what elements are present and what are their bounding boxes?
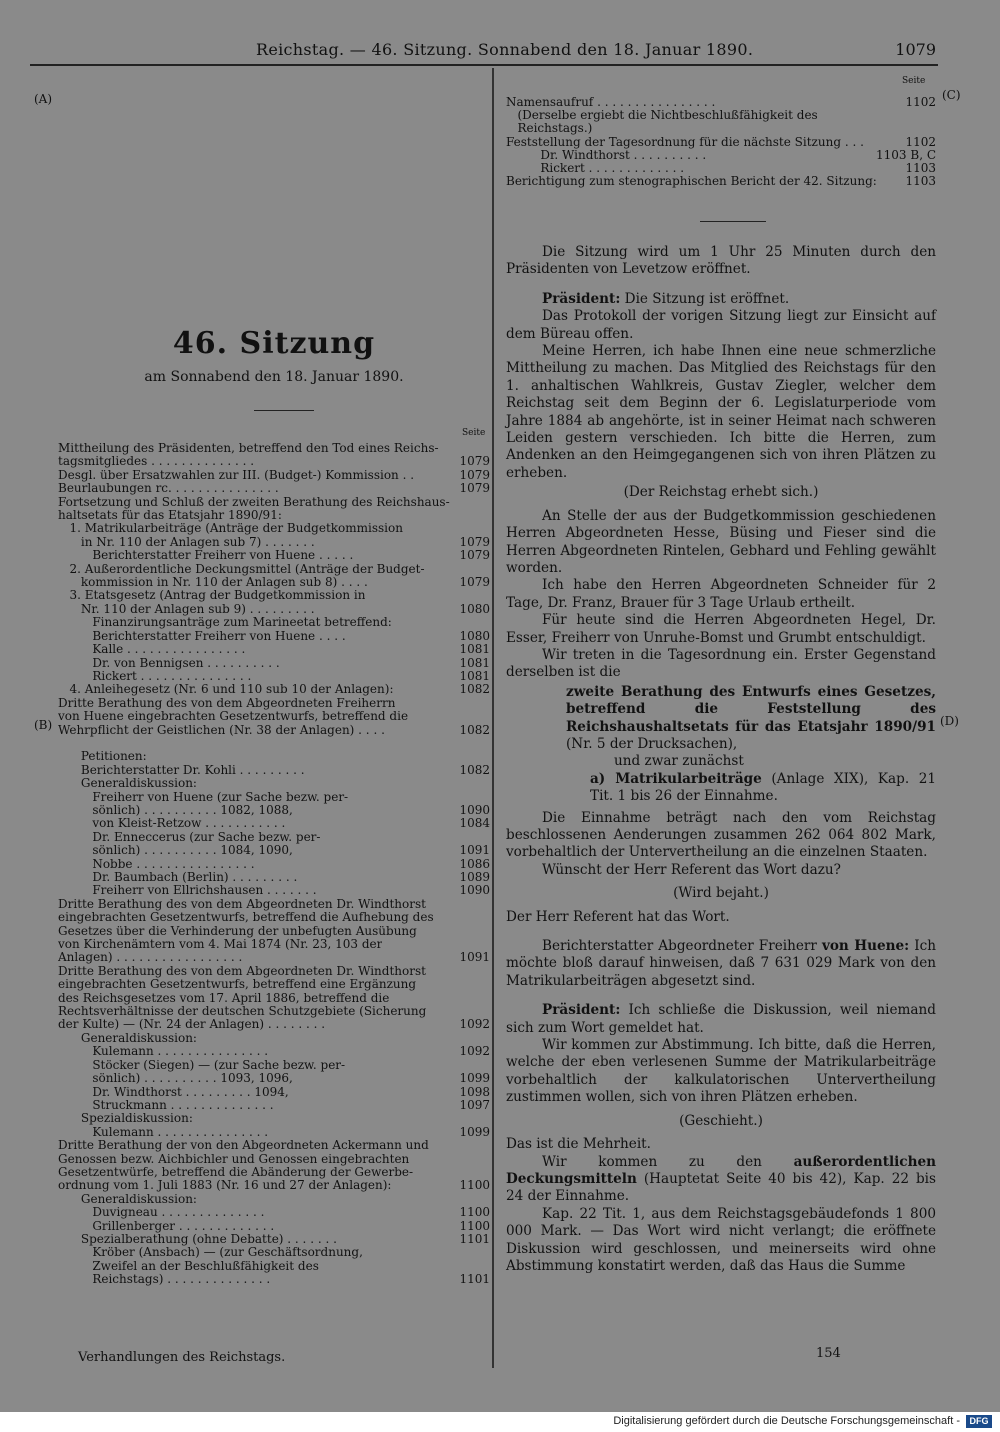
toc-entry-page [486, 1005, 490, 1018]
toc-entry-page: 1100 [459, 1218, 490, 1233]
toc-entry-page: 1091 [459, 950, 490, 965]
toc-entry-title: Generaldiskussion: [58, 777, 197, 791]
toc-entry-page: 1092 [459, 1044, 490, 1059]
toc-entry [58, 1059, 490, 1072]
question-paragraph: Wünscht der Herr Referent das Wort dazu? [542, 861, 841, 878]
toc-entry [58, 925, 490, 938]
toc-entry-page: 1082 [459, 682, 490, 697]
digitization-credit: Digitalisierung gefördert durch die Deutsche Forschungsgemeinschaft - [613, 1415, 960, 1427]
toc-entry-page: 1097 [459, 1097, 490, 1112]
kap22-paragraph: Kap. 22 Tit. 1, aus dem Reichstagsgebäudefonds 1 800 000 Mark. — Das Wort wird nicht verlangt; die eröffnete Diskussion wird geschlossen, und meinerseits wird ohne Abstimmung konstatirt werden, daß das Haus die Summe [506, 1205, 936, 1274]
toc-entry [58, 1193, 490, 1206]
toc-entry [58, 589, 490, 602]
toc-entry [58, 536, 490, 549]
toc-entry [58, 951, 490, 964]
toc-entry-page [486, 697, 490, 710]
toc-entry-page [486, 750, 490, 763]
page-number: 1079 [895, 40, 936, 59]
toc-entry [58, 603, 490, 616]
session-heading: 46. Sitzung [172, 326, 376, 361]
toc-entry-page: 1102 [905, 134, 936, 149]
toc-entry [58, 549, 490, 562]
toc-entry-title: Rechtsverhältnisse der deutschen Schutzgebiete (Sicherung [58, 1005, 427, 1019]
toc-entry [58, 630, 490, 643]
toc-entry [58, 576, 490, 589]
toc-entry [58, 777, 490, 790]
toc-entry [58, 791, 490, 804]
toc-entry [58, 1018, 490, 1031]
toc-entry-title: (Derselbe ergiebt die Nichtbeschlußfähigkeit des [506, 109, 818, 123]
toc-entry-title: von Kleist-Retzow . . . . . . . . . . . [58, 817, 286, 831]
toc-entry-page [486, 442, 490, 455]
toc-entry-page [486, 965, 490, 978]
toc-entry-title: Generaldiskussion: [58, 1192, 197, 1206]
toc-entry-title: Genossen bezw. Aichbichler und Genossen eingebrachten [58, 1152, 410, 1166]
toc-entry [58, 724, 490, 737]
toc-entry-title: sönlich) . . . . . . . . . . 1082, 1088, [58, 803, 293, 817]
toc-entry-title: Dr. Enneccerus (zur Sache bezw. per- [58, 830, 321, 844]
toc-entry-page [486, 978, 490, 991]
toc-entry-title: Dr. Windthorst . . . . . . . . . 1094, [58, 1085, 289, 1099]
income-paragraph: Die Einnahme beträgt nach den vom Reichstag beschlossenen Aenderungen zusammen 262 064 802 Mark, vorbehaltlich der Untervertheilung an die einzelnen Staaten. [506, 809, 936, 861]
toc-entry-page: 1079 [459, 575, 490, 590]
toc-entry [58, 938, 490, 951]
toc-entry [58, 482, 490, 495]
toc-entry-title: Berichterstatter Freiherr von Huene . . . . . [58, 549, 354, 563]
toc-entry-page [486, 1032, 490, 1045]
commission-paragraph: An Stelle der aus der Budgetkommission geschiedenen Herren Abgeordneten Hesse, Büsing und Fieser sind die Herren Abgeordneten Rintelen, Gebhard und Fehling gewählt worden. [506, 507, 936, 576]
toc-entry-page [486, 1139, 490, 1152]
toc-entry [58, 844, 490, 857]
toc-entry-page [486, 938, 490, 951]
toc-entry [58, 1112, 490, 1125]
toc-entry [58, 1153, 490, 1166]
toc-entry [58, 1179, 490, 1192]
toc-entry-title: 2. Außerordentliche Deckungsmittel (Anträge der Budget- [58, 562, 425, 576]
toc-entry-page: 1079 [459, 534, 490, 549]
toc-entry-title: Gesetzes über die Verhinderung der unbefugten Ausübung [58, 924, 417, 938]
toc-entry [58, 469, 490, 482]
toc-entry [506, 96, 936, 109]
toc-entry-title: Duvigneau . . . . . . . . . . . . . . [58, 1206, 265, 1220]
toc-entry-title: Wehrpflicht der Geistlichen (Nr. 38 der Anlagen) . . . . [58, 723, 385, 737]
toc-entry [58, 1045, 490, 1058]
obituary-paragraph: Meine Herren, ich habe Ihnen eine neue schmerzliche Mittheilung zu machen. Das Mitglied des Reichstags für den 1. anhaltischen Wahlkreis, Gustav Ziegler, welcher dem Reichstag seit dem Beginn der 6. Legislaturperiode vom Jahre 1884 ab angehörte, ist in seiner Heimat nach schweren Leiden gestern verschieden. Ich bitte die Herren, zum Andenken an den Heimgegangenen sich von ihren Plätzen zu erheben. [506, 343, 936, 481]
toc-entry-page [486, 777, 490, 790]
toc-entry-page [486, 737, 490, 750]
toc-entry [58, 657, 490, 670]
toc-entry-title: Feststellung der Tagesordnung für die nächste Sitzung . . . [506, 135, 864, 149]
stage-direction-3: (Geschieht.) [679, 1112, 763, 1129]
digitization-banner [0, 1412, 1000, 1432]
toc-entry [58, 1246, 490, 1259]
deckung-lead: Wir kommen zu den [542, 1153, 762, 1170]
toc-entry [58, 750, 490, 763]
toc-entry-page: 1090 [459, 883, 490, 898]
toc-entry-page: 1079 [459, 548, 490, 563]
toc-entry-title: Mittheilung des Präsidenten, betreffend den Tod eines Reichs- [58, 442, 439, 455]
toc-entry-title: Petitionen: [58, 750, 147, 764]
toc-entry-page: 1081 [459, 668, 490, 683]
toc-entry [58, 871, 490, 884]
margin-mark-c: (C) [942, 88, 961, 102]
toc-entry-title: von Kirchenämtern vom 4. Mai 1874 (Nr. 23, 103 der [58, 938, 383, 952]
toc-entry [58, 1099, 490, 1112]
toc-entry-page [486, 791, 490, 804]
toc-entry-title: Rickert . . . . . . . . . . . . . . . [58, 669, 252, 683]
toc-entry-page [486, 1166, 490, 1179]
deckung-title: außerordentlichen Deckungsmitteln [506, 1153, 936, 1187]
speaker-intro: Berichterstatter Abgeordneter Freiherr [542, 938, 817, 955]
toc-entry-title: Finanzirungsanträge zum Marineetat betreffend: [58, 616, 392, 630]
toc-entry-title: Dritte Berathung des von dem Abgeordneten Freiherrn [58, 696, 396, 710]
deckungsmittel-paragraph [506, 1154, 936, 1206]
signature-number: 154 [816, 1346, 841, 1361]
toc-entry-page [486, 911, 490, 924]
toc-entry [506, 162, 936, 175]
toc-entry-title: Nr. 110 der Anlagen sub 9) . . . . . . . . . [58, 602, 315, 616]
toc-entry [58, 509, 490, 522]
toc-entry-title: tagsmitgliedes . . . . . . . . . . . . . . [58, 455, 255, 469]
toc-entry-page [486, 496, 490, 509]
toc-entry [58, 1260, 490, 1273]
toc-entry-title: Beurlaubungen rc. . . . . . . . . . . . . . . [58, 482, 279, 496]
toc-entry [58, 978, 490, 991]
toc-entry-page [486, 1246, 490, 1259]
agenda-zunaechst: und zwar zunächst [614, 753, 744, 770]
toc-entry [58, 898, 490, 911]
toc-entry-title: Fortsetzung und Schluß der zweiten Berathung des Reichshaus- [58, 495, 450, 509]
speaker-name: Präsident: [542, 290, 621, 307]
toc-entry-page [486, 589, 490, 602]
toc-entry-title: Kalle . . . . . . . . . . . . . . . . [58, 643, 246, 657]
toc-entry-title: der Kulte) — (Nr. 24 der Anlagen) . . . . . . . . [58, 1018, 326, 1032]
toc-entry [58, 1005, 490, 1018]
toc-entry-title: Berichtigung zum stenographischen Bericht der 42. Sitzung: [506, 175, 877, 189]
toc-entry-title: Dr. Baumbach (Berlin) . . . . . . . . . [58, 871, 298, 884]
toc-entry [506, 122, 936, 135]
toc-entry-page: 1101 [459, 1272, 490, 1287]
agenda-ref: (Nr. 5 der Drucksachen), [566, 735, 738, 752]
toc-entry-title: Spezialberathung (ohne Debatte) . . . . . . . [58, 1232, 337, 1246]
toc-entry-title [58, 737, 62, 750]
toc-entry [58, 1032, 490, 1045]
toc-entry-title: 4. Anleihegesetz (Nr. 6 und 110 sub 10 der Anlagen): [58, 683, 394, 697]
toc-entry-title: Namensaufruf . . . . . . . . . . . . . . . . [506, 96, 716, 109]
toc-left-page-label: Seite [462, 428, 486, 438]
president-closes [506, 1002, 936, 1037]
leave-paragraph: Ich habe den Herren Abgeordneten Schneider für 2 Tage, Dr. Franz, Brauer für 3 Tage Urlaub ertheilt. [506, 577, 936, 611]
toc-entry-title: Reichstags.) [506, 122, 593, 136]
toc-entry [58, 1072, 490, 1085]
margin-mark-a: (A) [34, 92, 53, 106]
toc-entry-page: 1090 [459, 802, 490, 817]
toc-entry [58, 1139, 490, 1152]
agenda-item [506, 684, 936, 754]
toc-left [58, 442, 490, 1287]
toc-entry-title: Kulemann . . . . . . . . . . . . . . . [58, 1045, 269, 1059]
toc-entry [58, 496, 490, 509]
toc-entry [506, 149, 936, 162]
agenda-subitem-title: a) Matrikularbeiträge [590, 770, 762, 787]
toc-entry-page [486, 992, 490, 1005]
toc-entry [58, 1273, 490, 1286]
toc-entry [58, 992, 490, 1005]
toc-entry-title: 3. Etatsgesetz (Antrag der Budgetkommission in [58, 589, 366, 603]
toc-entry-title: von Huene eingebrachten Gesetzentwurfs, betreffend die [58, 710, 409, 724]
toc-entry-title: eingebrachten Gesetzentwurfs, betreffend die Aufhebung des [58, 911, 434, 925]
toc-entry-title: eingebrachten Gesetzentwurfs, betreffend eine Ergänzung [58, 978, 417, 992]
toc-entry [58, 804, 490, 817]
toc-entry-title: in Nr. 110 der Anlagen sub 7) . . . . . . . [58, 535, 315, 549]
toc-entry [58, 1206, 490, 1219]
toc-entry-page [486, 563, 490, 576]
toc-entry-page: 1099 [459, 1071, 490, 1086]
toc-entry [58, 1233, 490, 1246]
toc-entry [58, 965, 490, 978]
toc-entry-title: ordnung vom 1. Juli 1883 (Nr. 16 und 27 der Anlagen): [58, 1179, 392, 1193]
toc-entry-title: 1. Matrikularbeiträge (Anträge der Budgetkommission [58, 522, 403, 536]
column-divider [492, 68, 494, 1368]
toc-entry-page [486, 522, 490, 535]
toc-entry [58, 455, 490, 468]
toc-entry [58, 1126, 490, 1139]
toc-entry [58, 884, 490, 897]
toc-entry-title: kommission in Nr. 110 der Anlagen sub 8) . . . . [58, 576, 368, 590]
toc-entry [58, 522, 490, 535]
toc-entry-page [486, 1153, 490, 1166]
toc-entry-title: Freiherr von Ellrichshausen . . . . . . . [58, 884, 317, 898]
stage-direction: (Der Reichstag erhebt sich.) [623, 484, 819, 501]
toc-entry [58, 442, 490, 455]
toc-entry [506, 136, 936, 149]
toc-entry-page [486, 831, 490, 844]
toc-entry-title: Grillenberger . . . . . . . . . . . . . [58, 1219, 275, 1233]
toc-entry-title: Reichstags) . . . . . . . . . . . . . . [58, 1273, 271, 1287]
header-rule [30, 64, 938, 66]
toc-entry-page [486, 616, 490, 629]
huene-speech [506, 938, 936, 990]
toc-entry-page: 1080 [459, 628, 490, 643]
toc-entry [58, 737, 490, 750]
toc-entry [58, 817, 490, 830]
toc-entry [58, 683, 490, 696]
toc-entry-title: Zweifel an der Beschlußfähigkeit des [58, 1259, 319, 1273]
toc-entry-page: 1089 [459, 870, 490, 884]
footer-source: Verhandlungen des Reichstags. [78, 1350, 286, 1365]
session-date: am Sonnabend den 18. Januar 1890. [144, 369, 404, 385]
toc-entry-title: Dr. Windthorst . . . . . . . . . . [506, 148, 707, 162]
toc-entry-page: 1098 [459, 1084, 490, 1099]
toc-entry-page: 1080 [459, 601, 490, 616]
toc-entry-title: Dr. von Bennigsen . . . . . . . . . . [58, 656, 280, 670]
protocol-paragraph: Das Protokoll der vorigen Sitzung liegt zur Einsicht auf dem Büreau offen. [506, 308, 936, 342]
toc-entry-page [486, 1193, 490, 1206]
toc-entry [58, 670, 490, 683]
toc-entry [506, 175, 936, 188]
toc-entry-page: 1079 [459, 481, 490, 496]
toc-entry-title: Desgl. über Ersatzwahlen zur III. (Budget-) Kommission . . [58, 468, 415, 482]
toc-entry-page [486, 1059, 490, 1072]
toc-entry [58, 831, 490, 844]
toc-entry-title: sönlich) . . . . . . . . . . 1084, 1090, [58, 844, 293, 858]
toc-entry [58, 697, 490, 710]
toc-entry [506, 109, 936, 122]
body-text [506, 244, 936, 1281]
toc-entry-page: 1103 [905, 161, 936, 176]
toc-entry-page [932, 109, 936, 122]
toc-entry-title: Berichterstatter Freiherr von Huene . . . . [58, 629, 346, 643]
agenda-intro: Wir treten in die Tagesordnung ein. Erster Gegenstand derselben ist die [506, 646, 936, 681]
toc-entry [58, 710, 490, 723]
opening-paragraph: Die Sitzung wird um 1 Uhr 25 Minuten durch den Präsidenten von Levetzow eröffnet. [506, 244, 936, 278]
toc-entry-title: Berichterstatter Dr. Kohli . . . . . . . . . [58, 763, 305, 777]
toc-entry-title: Stöcker (Siegen) — (zur Sache bezw. per- [58, 1058, 346, 1072]
majority-paragraph: Das ist die Mehrheit. [506, 1136, 651, 1153]
toc-entry-title: Kulemann . . . . . . . . . . . . . . . [58, 1125, 269, 1139]
toc-entry-page [932, 122, 936, 135]
toc-entry-page: 1100 [459, 1205, 490, 1220]
toc-entry-page: 1084 [459, 816, 490, 831]
president-opens [506, 291, 936, 308]
toc-entry-page: 1091 [459, 843, 490, 858]
toc-entry-page [486, 1260, 490, 1273]
toc-entry-page [486, 509, 490, 522]
speaker-name-2: Präsident: [542, 1002, 621, 1019]
toc-entry [58, 616, 490, 629]
toc-entry [58, 911, 490, 924]
toc-entry [58, 1220, 490, 1233]
toc-entry-page: 1079 [459, 454, 490, 469]
toc-entry [58, 643, 490, 656]
toc-entry-page: 1092 [459, 1017, 490, 1032]
agenda-subitem-a [506, 771, 936, 806]
toc-entry [58, 764, 490, 777]
agenda-title: zweite Berathung des Entwurfs eines Gesetzes, betreffend die Feststellung des Reichshaushaltsetats für das Etatsjahr 1890/91 [566, 683, 936, 735]
toc-entry-title: Freiherr von Huene (zur Sache bezw. per- [58, 790, 349, 804]
speech-text-2: Ich schließe die Diskussion, weil niemand sich zum Wort gemeldet hat. [506, 1002, 936, 1036]
dfg-logo: DFG [966, 1415, 992, 1428]
toc-entry-page [486, 710, 490, 723]
vote-paragraph: Wir kommen zur Abstimmung. Ich bitte, daß die Herren, welche der eben verlesenen Summe der Matrikularbeiträge vorbehaltlich der kalkulatorischen Untervertheilung zustimmen wollen, sich von ihren Plätzen erheben. [506, 1037, 936, 1106]
toc-entry-page: 1103 B, C [876, 147, 936, 162]
toc-entry [58, 858, 490, 871]
referent-paragraph: Der Herr Referent hat das Wort. [506, 908, 730, 925]
toc-entry-title: Struckmann . . . . . . . . . . . . . . [58, 1098, 274, 1112]
toc-entry-page: 1081 [459, 655, 490, 670]
margin-mark-d: (D) [940, 714, 959, 728]
toc-entry-title: Nobbe . . . . . . . . . . . . . . . . [58, 857, 255, 871]
toc-entry [58, 1086, 490, 1099]
toc-entry-title: sönlich) . . . . . . . . . . 1093, 1096, [58, 1072, 293, 1086]
toc-entry-page: 1082 [459, 722, 490, 737]
toc-entry-title: Anlagen) . . . . . . . . . . . . . . . . . [58, 951, 243, 965]
deckung-ref: (Hauptetat Seite 40 bis 42), Kap. 22 bis 24 der Einnahme. [506, 1170, 936, 1205]
toc-right [506, 96, 936, 188]
running-title: Reichstag. — 46. Sitzung. Sonnabend den 18. Januar 1890. [256, 40, 754, 59]
toc-entry [58, 1166, 490, 1179]
toc-entry-page [486, 1112, 490, 1125]
toc-entry-page [486, 898, 490, 911]
toc-entry-title: haltsetats für das Etatsjahr 1890/91: [58, 509, 282, 523]
toc-entry-title: Dritte Berathung des von dem Abgeordneten Dr. Windthorst [58, 897, 426, 911]
toc-entry-page: 1102 [905, 95, 936, 109]
toc-entry-page: 1082 [459, 762, 490, 777]
toc-entry-page: 1086 [459, 856, 490, 871]
toc-entry-title: Dritte Berathung der von den Abgeordneten Ackermann und [58, 1139, 429, 1153]
toc-right-end-rule [700, 221, 766, 222]
excused-paragraph: Für heute sind die Herren Abgeordneten Hegel, Dr. Esser, Freiherr von Unruhe-Bomst und Grumbt entschuldigt. [506, 612, 936, 646]
margin-mark-b: (B) [34, 718, 53, 732]
toc-entry-title: des Reichsgesetzes vom 17. April 1886, betreffend die [58, 991, 390, 1005]
stage-direction-2: (Wird bejaht.) [673, 885, 769, 902]
toc-entry [58, 563, 490, 576]
toc-entry-page: 1099 [459, 1124, 490, 1139]
toc-entry-title: Gesetzentwürfe, betreffend die Abänderung der Gewerbe- [58, 1165, 414, 1179]
heading-rule [254, 410, 314, 411]
toc-entry-page: 1101 [459, 1231, 490, 1246]
toc-entry-page: 1079 [459, 467, 490, 482]
toc-entry-title: Kröber (Ansbach) — (zur Geschäftsordnung, [58, 1246, 363, 1260]
toc-right-page-label: Seite [902, 76, 926, 86]
speaker-name-huene: von Huene: [821, 938, 910, 955]
toc-entry-page [486, 925, 490, 938]
toc-entry-page: 1081 [459, 642, 490, 657]
toc-entry-title: Dritte Berathung des von dem Abgeordneten Dr. Windthorst [58, 964, 426, 978]
speech-text-huene: Ich möchte bloß darauf hinweisen, daß 7 631 029 Mark von den Matrikularbeiträgen abgesetzt sind. [506, 938, 936, 989]
agenda-subitem-ref: (Anlage XIX), Kap. 21 Tit. 1 bis 26 der Einnahme. [590, 770, 936, 805]
toc-entry-title: Generaldiskussion: [58, 1031, 197, 1045]
toc-entry-page: 1100 [459, 1178, 490, 1193]
speech-text: Die Sitzung ist eröffnet. [624, 290, 790, 307]
toc-entry-title: Rickert . . . . . . . . . . . . . [506, 162, 685, 176]
toc-entry-page: 1103 [905, 174, 936, 189]
toc-entry-title: Spezialdiskussion: [58, 1112, 193, 1126]
